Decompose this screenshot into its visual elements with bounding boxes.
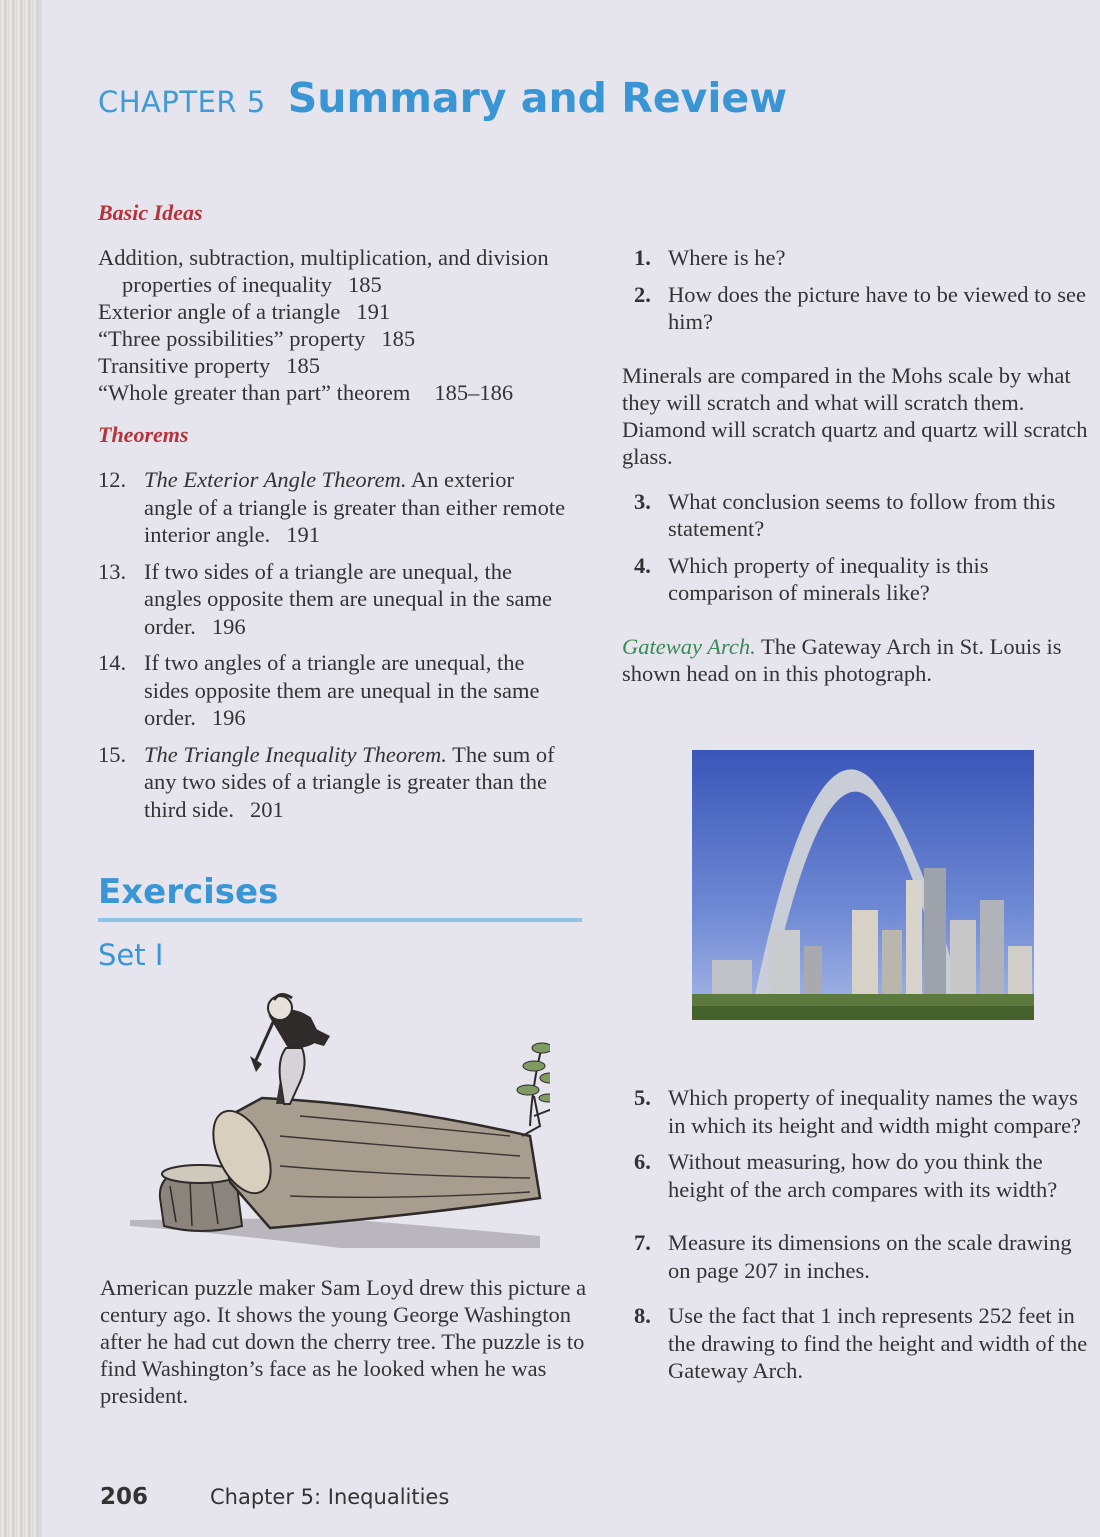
footer-chapter: Chapter 5: Inequalities	[210, 1485, 450, 1509]
basic-idea-item: “Whole greater than part” theorem 185–186	[98, 380, 514, 405]
basic-ideas-heading: Basic Ideas	[98, 200, 203, 225]
theorems-heading: Theorems	[98, 422, 189, 447]
question-item: 3. What conclusion seems to follow from this statement?	[634, 488, 1056, 541]
exercises-rule	[98, 918, 582, 922]
basic-ideas-list	[98, 244, 578, 406]
set-heading: Set I	[98, 938, 164, 972]
chapter-label: CHAPTER 5	[98, 85, 266, 119]
basic-idea-item: Exterior angle of a triangle 191	[98, 299, 391, 324]
textbook-page	[42, 0, 1100, 1537]
chapter-title: Summary and Review	[287, 74, 788, 122]
question-item: 7. Measure its dimensions on the scale drawing on page 207 in inches.	[634, 1230, 1072, 1283]
theorem-item: 14. If two angles of a triangle are unequal, the sides opposite them are unequal in the same order. 196	[98, 650, 540, 730]
basic-idea-item: Addition, subtraction, multiplication, and division properties of inequality 185	[98, 245, 549, 297]
page-footer	[100, 1484, 449, 1510]
right-column	[622, 244, 1098, 687]
puzzle-paragraph: American puzzle maker Sam Loyd drew this picture a century ago. It shows the young George Washington after he had cut down the cherry tree. The puzzle is to find Washington’s face as he looked when he was president.	[100, 1275, 587, 1408]
exercises-heading: Exercises	[98, 872, 279, 912]
minerals-paragraph: Minerals are compared in the Mohs scale by what they will scratch and what will scratch them. Diamond will scratch quartz and quartz will scratch glass.	[622, 362, 1088, 469]
question-item: 6. Without measuring, how do you think the height of the arch compares with its width?	[634, 1149, 1058, 1202]
question-item: 4. Which property of inequality is this comparison of minerals like?	[634, 552, 989, 605]
theorems-list	[98, 466, 568, 832]
question-item: 1. Where is he?	[634, 245, 786, 270]
basic-idea-item: “Three possibilities” property 185	[98, 326, 416, 351]
basic-idea-item: Transitive property 185	[98, 353, 321, 378]
book-spine	[0, 0, 38, 1537]
gateway-arch-photo	[692, 750, 1034, 1020]
question-item: 8. Use the fact that 1 inch represents 252 feet in the drawing to find the height and width of the Gateway Arch.	[634, 1303, 1088, 1383]
chapter-heading	[98, 74, 787, 122]
theorem-item: 12. The Exterior Angle Theorem. An exterior angle of a triangle is greater than either remote interior angle. 191	[98, 467, 566, 547]
gateway-label: Gateway Arch.	[622, 633, 756, 659]
theorem-item: 13. If two sides of a triangle are unequal, the angles opposite them are unequal in the same order. 196	[98, 558, 552, 639]
page-number: 206	[100, 1484, 149, 1510]
theorem-item: 15. The Triangle Inequality Theorem. The sum of any two sides of a triangle is greater than the third side. 201	[98, 741, 555, 822]
washington-log-illustration	[130, 986, 550, 1252]
question-item: 5. Which property of inequality names the ways in which its height and width might compare?	[634, 1085, 1082, 1138]
gateway-paragraph: Gateway Arch. The Gateway Arch in St. Louis is shown head on in this photograph.	[622, 633, 1062, 686]
question-item: 2. How does the picture have to be viewed to see him?	[634, 281, 1086, 334]
right-column-lower	[622, 1084, 1098, 1385]
